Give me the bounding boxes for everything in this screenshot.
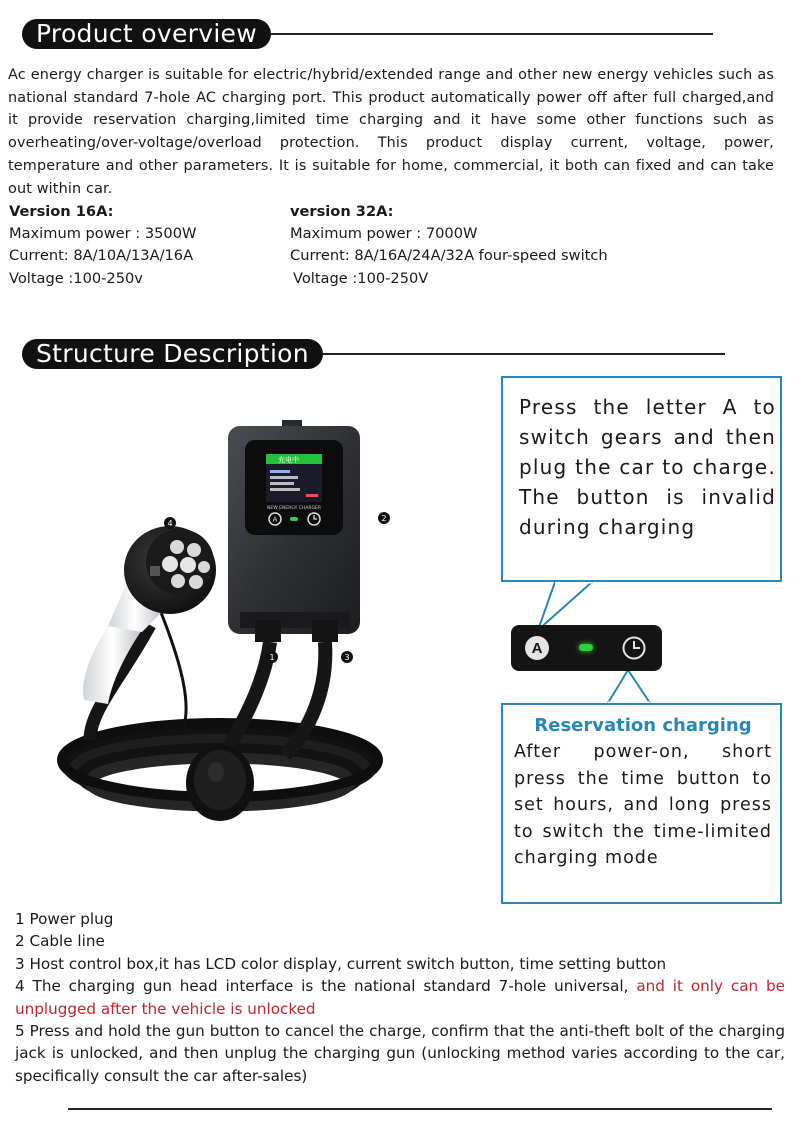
product-overview-header (22, 18, 713, 50)
spec-voltage: Voltage :100-250V (293, 269, 429, 287)
marker-2-label: 2 (381, 514, 387, 523)
section-title: Product overview (22, 19, 271, 49)
clock-icon[interactable] (621, 635, 647, 661)
marker-4-label: 4 (167, 519, 173, 528)
marker-3-label: 3 (344, 653, 350, 662)
reservation-title: Reservation charging (534, 715, 752, 736)
charger-product-image (50, 380, 450, 890)
status-led (579, 644, 593, 651)
brand-text: NEW ENERGY CHARGER (267, 506, 321, 511)
reservation-text: After power-on, short press the time button to set hours, and long press to switch the time-limited charging mode (514, 742, 772, 869)
header-rule (271, 33, 713, 35)
spec-title: Version 16A: (9, 203, 114, 220)
spec-version-16a (9, 201, 196, 290)
note-4-text: 4 The charging gun head interface is the national standard 7-hole universal, (15, 977, 637, 996)
gear-a-button[interactable] (525, 636, 549, 660)
spec-voltage: Voltage :100-250v (9, 269, 143, 287)
marker-4 (164, 517, 176, 529)
spec-current: Current: 8A/16A/24A/32A four-speed switch (290, 247, 608, 265)
note-4 (15, 975, 785, 1020)
note-3: 3 Host control box,it has LCD color display, current switch button, time setting button (15, 954, 667, 973)
section-title: Structure Description (22, 339, 323, 369)
footer-rule (68, 1108, 772, 1110)
power-plug (186, 745, 254, 821)
marker-3 (341, 651, 353, 663)
control-button-panel (511, 625, 662, 671)
marker-2 (378, 512, 390, 524)
control-box (228, 420, 360, 642)
gear-switch-text: Press the letter A to switch gears and then plug the car to charge. The button is invalid during charging (519, 395, 776, 539)
spec-version-32a (290, 201, 608, 290)
marker-1-label: 1 (269, 653, 275, 662)
header-rule (323, 353, 725, 355)
spec-current: Current: 8A/10A/13A/16A (9, 247, 194, 265)
spec-power: Maximum power : 7000W (290, 225, 478, 243)
spec-title: version 32A: (290, 203, 394, 220)
marker-1 (266, 651, 278, 663)
gear-switch-callout (501, 376, 782, 582)
device-button-a-label: A (272, 515, 278, 524)
lcd-status-text: 充电中 (278, 456, 299, 464)
overview-paragraph: Ac energy charger is suitable for electric/hybrid/extended range and other new energy vehicles such as national standard 7-hole AC charging port. This product automatically power off after full charged,and it provide reservation charging,limited time charging and it have some other functions such as overheating/over-voltage/overload protection. This product display current, voltage, power, temperature and other parameters. It is suitable for home, commercial, it both can fixed and can take out within car. (8, 67, 774, 197)
note-2: 2 Cable line (15, 932, 105, 951)
a-button-label: A (531, 639, 543, 657)
reservation-callout (501, 703, 782, 904)
structure-description-header (22, 338, 725, 370)
spec-power: Maximum power : 3500W (9, 225, 197, 243)
component-notes (15, 908, 785, 1087)
gun-head-7-hole (124, 526, 216, 614)
note-5: 5 Press and hold the gun button to cancel the charge, confirm that the anti-theft bolt of the charging jack is unlocked, and then unplug the charging gun (unlocking method varies according to the car, specifically consult the car after-sales) (15, 1022, 785, 1085)
note-1: 1 Power plug (15, 910, 114, 928)
note-4-warning: and it only can be unplugged after the vehicle is unlocked (15, 977, 785, 1018)
